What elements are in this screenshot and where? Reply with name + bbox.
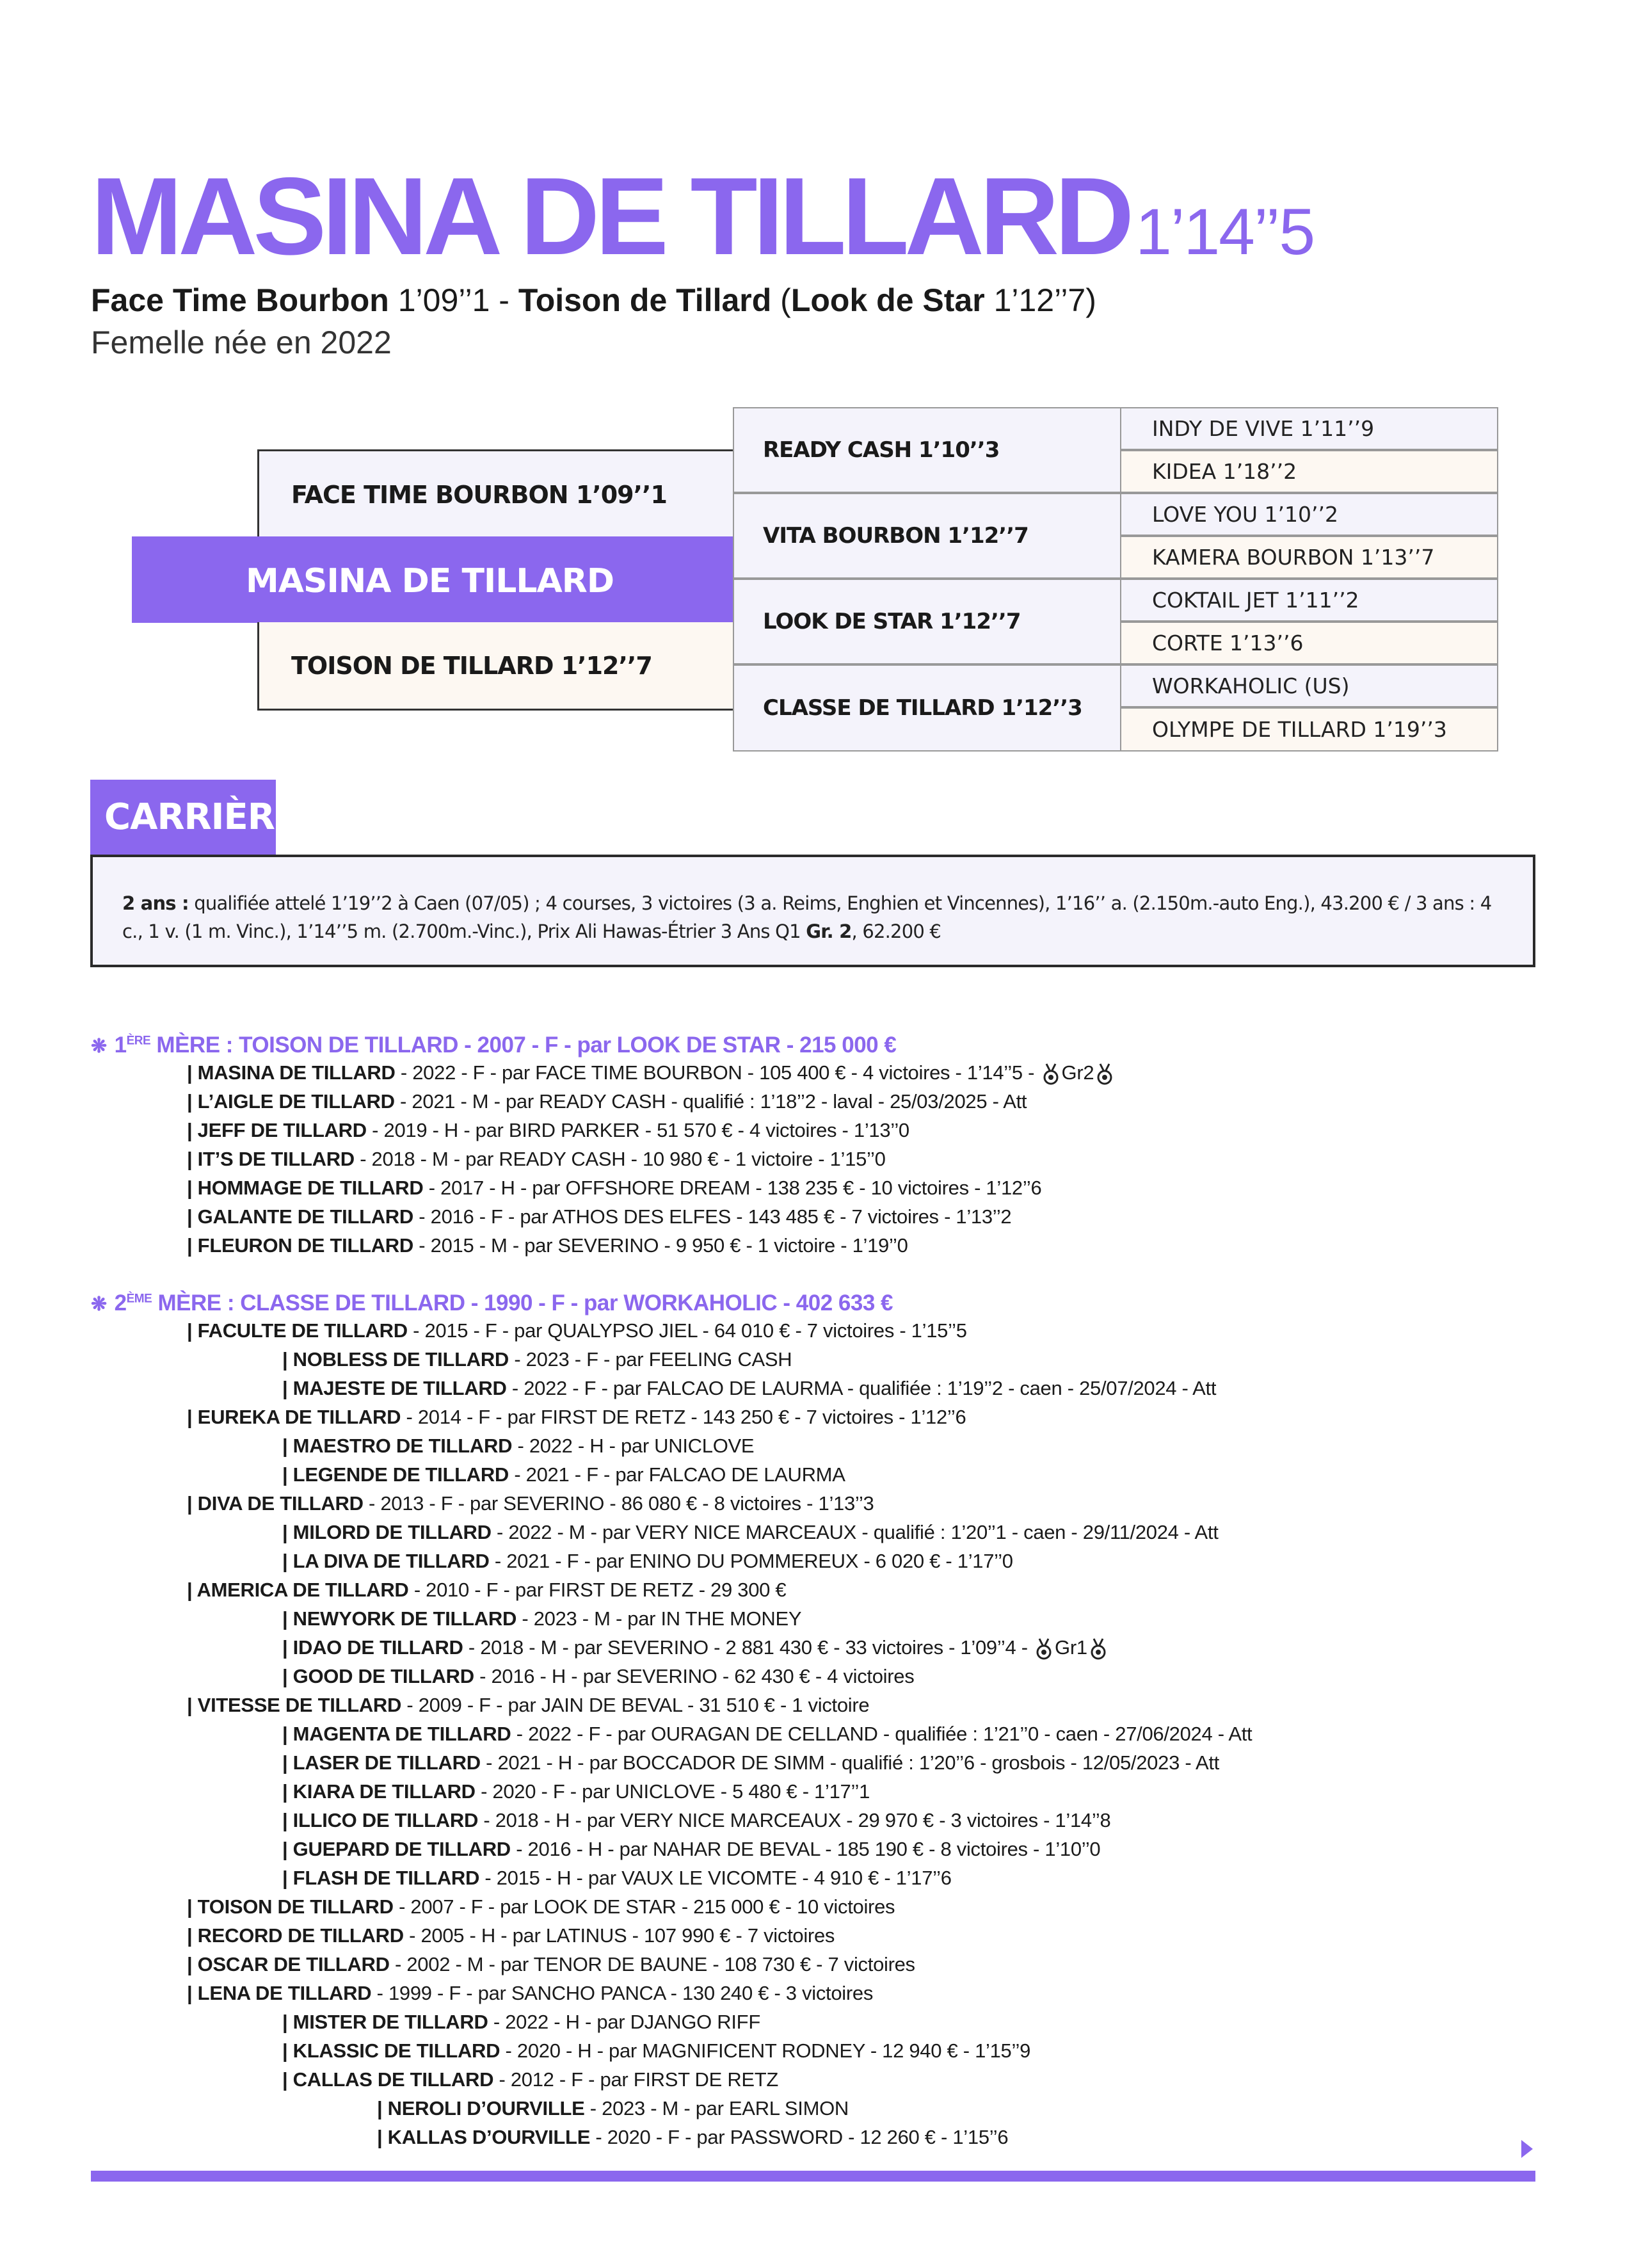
second-dam-heading: ❋ 2ÈME MÈRE : CLASSE DE TILLARD - 1990 - F - par WORKAHOLIC - 402 633 € — [91, 1291, 893, 1315]
produce-row: | FLEURON DE TILLARD - 2015 - M - par SEVERINO - 9 950 € - 1 victoire - 1’19’’0 — [187, 1234, 908, 1257]
first-dam-heading: ❋ 1ÈRE MÈRE : TOISON DE TILLARD - 2007 - F - par LOOK DE STAR - 215 000 € — [91, 1033, 897, 1058]
medal-icon — [1089, 1638, 1108, 1660]
page-title: MASINA DE TILLARD 1’14’’5 — [91, 155, 1315, 278]
produce-row: | MILORD DE TILLARD - 2022 - M - par VERY NICE MARCEAUX - qualifié : 1’20’’1 - caen - 29/11/2024 - Att — [282, 1521, 1219, 1543]
produce-row: | MASINA DE TILLARD - 2022 - F - par FACE TIME BOURBON - 105 400 € - 4 victoires - 1’14’’5 - Gr2 — [187, 1063, 1116, 1085]
produce-row: | GALANTE DE TILLARD - 2016 - F - par ATHOS DES ELFES - 143 485 € - 7 victoires - 1’13’’2 — [187, 1205, 1012, 1228]
produce-row: | KIARA DE TILLARD - 2020 - F - par UNICLOVE - 5 480 € - 1’17’’1 — [282, 1780, 870, 1803]
birth-line: Femelle née en 2022 — [91, 325, 392, 360]
parentage-line: Face Time Bourbon 1’09’’1 - Toison de Tillard (Look de Star 1’12’’7) — [91, 282, 1096, 318]
pedigree-horse: MASINA DE TILLARD — [132, 536, 733, 623]
produce-row: | HOMMAGE DE TILLARD - 2017 - H - par OFFSHORE DREAM - 138 235 € - 10 victoires - 1’12’’6 — [187, 1177, 1042, 1199]
pedigree-grandparent: VITA BOURBON 1’12’’7 — [733, 493, 1120, 579]
pedigree-great-grandparent: LOVE YOU 1’10’’2 — [1120, 493, 1498, 536]
pedigree-dam: TOISON DE TILLARD 1’12’’7 — [257, 622, 733, 711]
produce-row: | KLASSIC DE TILLARD - 2020 - H - par MAGNIFICENT RODNEY - 12 940 € - 1’15’’9 — [282, 2039, 1031, 2062]
produce-row: | NOBLESS DE TILLARD - 2023 - F - par FEELING CASH — [282, 1348, 792, 1371]
produce-row: | JEFF DE TILLARD - 2019 - H - par BIRD PARKER - 51 570 € - 4 victoires - 1’13’’0 — [187, 1119, 909, 1141]
produce-row: | MAGENTA DE TILLARD - 2022 - F - par OURAGAN DE CELLAND - qualifiée : 1’21’’0 - caen - 27/06/2024 - Att — [282, 1723, 1253, 1745]
produce-row: | KALLAS D’OURVILLE - 2020 - F - par PASSWORD - 12 260 € - 1’15’’6 — [377, 2126, 1009, 2148]
pedigree-grandparent: CLASSE DE TILLARD 1’12’’3 — [733, 664, 1120, 752]
title-record-time: 1’14’’5 — [1135, 195, 1315, 268]
produce-row: | IT’S DE TILLARD - 2018 - M - par READY CASH - 10 980 € - 1 victoire - 1’15’’0 — [187, 1148, 886, 1170]
produce-row: | NEWYORK DE TILLARD - 2023 - M - par IN THE MONEY — [282, 1607, 802, 1630]
produce-row: | EUREKA DE TILLARD - 2014 - F - par FIRST DE RETZ - 143 250 € - 7 victoires - 1’12’’6 — [187, 1406, 966, 1428]
produce-row: | L’AIGLE DE TILLARD - 2021 - M - par READY CASH - qualifié : 1’18’’2 - laval - 25/03/2025 - Att — [187, 1090, 1027, 1113]
pedigree-great-grandparent: COKTAIL JET 1’11’’2 — [1120, 579, 1498, 622]
produce-row: | ILLICO DE TILLARD - 2018 - H - par VERY NICE MARCEAUX - 29 970 € - 3 victoires - 1’14’’8 — [282, 1809, 1111, 1831]
flower-icon: ❋ — [91, 1294, 107, 1315]
produce-row: | LA DIVA DE TILLARD - 2021 - F - par ENINO DU POMMEREUX - 6 020 € - 1’17’’0 — [282, 1550, 1013, 1572]
produce-row: | RECORD DE TILLARD - 2005 - H - par LATINUS - 107 990 € - 7 victoires — [187, 1924, 835, 1947]
produce-row: | TOISON DE TILLARD - 2007 - F - par LOOK DE STAR - 215 000 € - 10 victoires — [187, 1895, 895, 1918]
next-page-arrow-icon[interactable] — [1521, 2140, 1533, 2158]
pedigree-great-grandparent: KAMERA BOURBON 1’13’’7 — [1120, 536, 1498, 579]
produce-row: | DIVA DE TILLARD - 2013 - F - par SEVERINO - 86 080 € - 8 victoires - 1’13’’3 — [187, 1492, 874, 1515]
flower-icon: ❋ — [91, 1036, 107, 1057]
produce-row: | LEGENDE DE TILLARD - 2021 - F - par FALCAO DE LAURMA — [282, 1463, 845, 1486]
produce-row: | VITESSE DE TILLARD - 2009 - F - par JAIN DE BEVAL - 31 510 € - 1 victoire — [187, 1694, 870, 1716]
produce-row: | MISTER DE TILLARD - 2022 - H - par DJANGO RIFF — [282, 2011, 760, 2033]
pedigree-great-grandparent: KIDEA 1’18’’2 — [1120, 450, 1498, 493]
produce-row: | LASER DE TILLARD - 2021 - H - par BOCCADOR DE SIMM - qualifié : 1’20’’6 - grosbois - 12/05/2023 - Att — [282, 1751, 1219, 1774]
career-heading: CARRIÈRE — [90, 780, 276, 855]
medal-icon — [1041, 1063, 1061, 1085]
medal-icon — [1034, 1638, 1053, 1660]
produce-row: | CALLAS DE TILLARD - 2012 - F - par FIRST DE RETZ — [282, 2068, 779, 2091]
produce-row: | NEROLI D’OURVILLE - 2023 - M - par EARL SIMON — [377, 2097, 849, 2119]
pedigree-great-grandparent: WORKAHOLIC (US) — [1120, 664, 1498, 707]
produce-row: | MAESTRO DE TILLARD - 2022 - H - par UNICLOVE — [282, 1435, 755, 1457]
produce-row: | FACULTE DE TILLARD - 2015 - F - par QUALYPSO JIEL - 64 010 € - 7 victoires - 1’15’’5 — [187, 1319, 967, 1342]
pedigree-great-grandparent: CORTE 1’13’’6 — [1120, 622, 1498, 664]
pedigree-sire: FACE TIME BOURBON 1’09’’1 — [257, 449, 733, 538]
pedigree-great-grandparent: OLYMPE DE TILLARD 1’19’’3 — [1120, 707, 1498, 752]
produce-row: | LENA DE TILLARD - 1999 - F - par SANCHO PANCA - 130 240 € - 3 victoires — [187, 1982, 874, 2004]
pedigree-grandparent: READY CASH 1’10’’3 — [733, 407, 1120, 493]
produce-row: | GUEPARD DE TILLARD - 2016 - H - par NAHAR DE BEVAL - 185 190 € - 8 victoires - 1’10’’0 — [282, 1838, 1101, 1860]
medal-icon — [1095, 1063, 1114, 1085]
pedigree-grandparent: LOOK DE STAR 1’12’’7 — [733, 579, 1120, 664]
career-box — [90, 855, 1535, 967]
produce-row: | MAJESTE DE TILLARD - 2022 - F - par FALCAO DE LAURMA - qualifiée : 1’19’’2 - caen - 25/07/2024 - Att — [282, 1377, 1217, 1399]
pedigree-great-grandparent: INDY DE VIVE 1’11’’9 — [1120, 407, 1498, 450]
career-text: 2 ans : qualifiée attelé 1’19’’2 à Caen (07/05) ; 4 courses, 3 victoires (3 a. Reims, Enghien et Vincennes), 1’16’’ a. (2.150m.-auto Eng.), 43.200 € / 3 ans : 4 c., 1 v. (1 m. Vinc.), 1’14’’5 m. (2.700m.-Vinc.), Prix Ali Hawas-Étrier 3 Ans Q1 Gr. 2, 62.200 € — [122, 892, 1492, 942]
produce-row: | IDAO DE TILLARD - 2018 - M - par SEVERINO - 2 881 430 € - 33 victoires - 1’09’’4 - Gr1 — [282, 1637, 1109, 1660]
produce-row: | FLASH DE TILLARD - 2015 - H - par VAUX LE VICOMTE - 4 910 € - 1’17’’6 — [282, 1867, 952, 1889]
footer-rule — [91, 2171, 1535, 2182]
produce-row: | OSCAR DE TILLARD - 2002 - M - par TENOR DE BAUNE - 108 730 € - 7 victoires — [187, 1953, 915, 1975]
produce-row: | AMERICA DE TILLARD - 2010 - F - par FIRST DE RETZ - 29 300 € — [187, 1579, 787, 1601]
produce-row: | GOOD DE TILLARD - 2016 - H - par SEVERINO - 62 430 € - 4 victoires — [282, 1665, 915, 1687]
